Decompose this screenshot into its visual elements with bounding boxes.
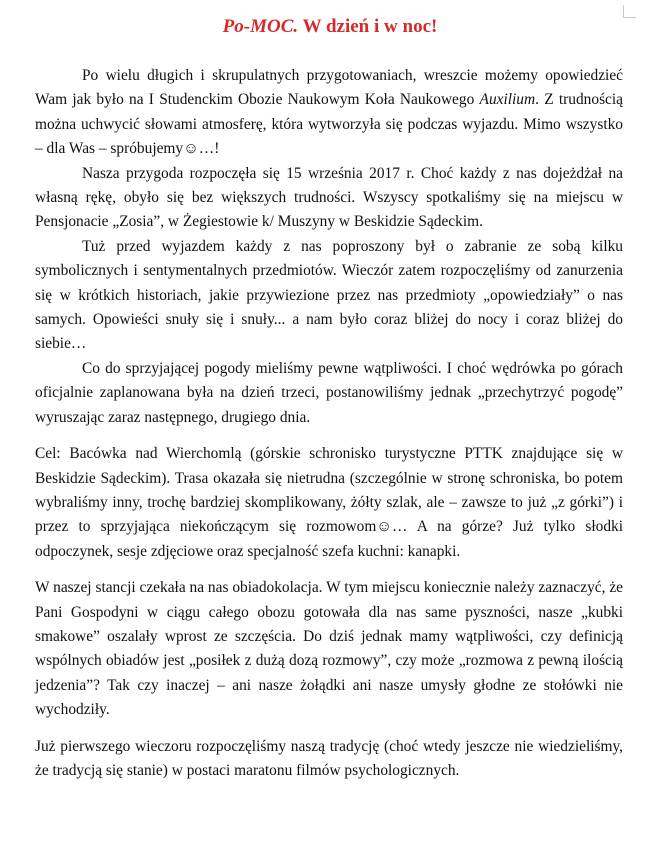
document-title — [0, 14, 660, 40]
paragraph-text: Po wielu długich i skrupulatnych przygotowaniach, wreszcie możemy opowiedzieć Wam jak było na I Studenckim Obozie Naukowym Koła Naukowego — [35, 67, 623, 109]
paragraph-weather: Co do sprzyjającej pogody mieliśmy pewne wątpliwości. I choć wędrówka po górach oficjalnie zaplanowana była na dzień trzeci, postanowiliśmy jednak „przechytrzyć pogodę” wyruszając zaraz następnego, drugiego dnia. — [35, 359, 623, 426]
paragraph-intro — [35, 64, 623, 162]
paragraph-stories: Tuż przed wyjazdem każdy z nas poproszony był o zabranie ze sobą kilku symbolicznych i sentymentalnych przedmiotów. Wieczór zatem rozpoczęliśmy od zanurzenia się w krótkich historiach, jakie przywiezione przez nas przedmioty „opowiedziały” o nas samych. Opowieści snuły się i snuły... a nam było coraz bliżej do nocy i coraz bliżej do siebie… — [35, 237, 623, 353]
paragraph-arrival: Nasza przygoda rozpoczęła się 15 września 2017 r. Choć każdy z nas dojeżdżał na własną rękę, obyło się bez większych trudności. Wszyscy spotkaliśmy się na miejscu w Pensjonacie „Zosia”, w Żegiestowie k/ Muszyny w Beskidzie Sądeckim. — [35, 164, 623, 231]
paragraph-hike: Cel: Bacówka nad Wierchomlą (górskie schronisko turystyczne PTTK znajdujące się w Beskidzie Sądeckim). Trasa okazała się nietrudna (szczególnie w stronę schroniska, bo potem wybraliśmy inny, trochę bardziej skomplikowany, żółty szlak, ale – zawsze to już „z górki”) i przez to sprzyjająca niekończącym się rozmowom☺… A na górze? Już tylko słodki odpoczynek, sesje zdjęciowe oraz specjalność szefa kuchni: kanapki. — [35, 445, 623, 560]
paragraph-tradition: Już pierwszego wieczoru rozpoczęliśmy naszą tradycję (choć wtedy jeszcze nie wiedzieliśmy, że tradycją się stanie) w postaci maratonu filmów psychologicznych. — [35, 737, 623, 779]
title-italic-part: Po-MOC. — [222, 16, 299, 37]
title-rest: W dzień i w noc! — [298, 16, 438, 37]
auxilium-italic: Auxilium — [479, 91, 536, 109]
document-body — [35, 64, 623, 783]
paragraph-text: . Z trudnością można uchwycić słowami atmosferę, która wytworzyła się podczas wyjazdu. Mimo wszystko – dla Was – spróbujemy☺…! — [35, 91, 623, 158]
paragraph-dinner: W naszej stancji czekała na nas obiadokolacja. W tym miejscu koniecznie należy zaznaczyć, że Pani Gospodyni w ciągu całego obozu gotowała dla nas same pyszności, nasze „kubki smakowe” oszalały wprost ze szczęścia. Do dziś jednak mamy wątpliwości, czy definicją wspólnych obiadów jest „posiłek z dużą dozą rozmowy”, czy może „rozmowa z pewną ilością jedzenia”? Tak czy inaczej – ani nasze żołądki ani nasze umysły głodne ze stołówki nie wychodziły. — [35, 579, 623, 719]
